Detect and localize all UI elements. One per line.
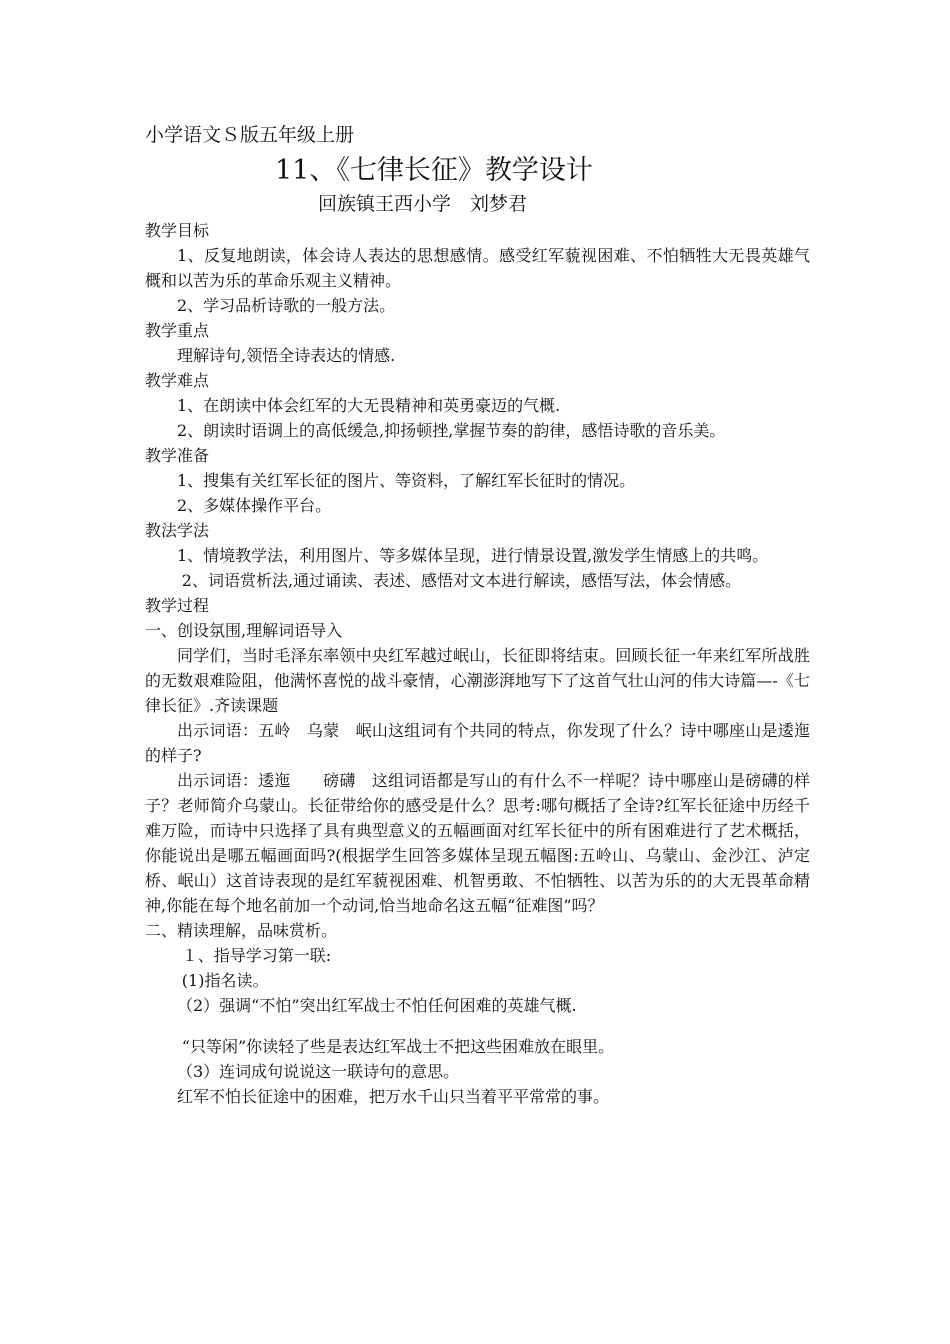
- goal-item-2: 2、学习品析诗歌的一般方法。: [177, 296, 396, 315]
- step-1-heading: 一、创设氛围,理解词语导入: [145, 621, 343, 640]
- author-line: 回族镇王西小学 刘梦君: [318, 193, 528, 215]
- document-title: 11、《七律长征》教学设计: [275, 155, 593, 186]
- difficulty-item-2: 2、朗读时语调上的高低缓急,抑扬顿挫,掌握节奏的韵律，感悟诗歌的音乐美。: [177, 421, 726, 440]
- preparation-item-1: 1、搜集有关红军长征的图片、等资料，了解红军长征时的情况。: [177, 471, 636, 490]
- goal-item-1: 1、反复地朗读，体会诗人表达的思想感情。感受红军藐视困难、不怕牺牲大无畏英雄气概和以苦为乐的革命乐观主义精神。: [145, 246, 810, 290]
- step-1-paragraph-3: 出示词语：逶迤 磅礴 这组词语都是写山的有什么不一样呢？诗中哪座山是磅礴的样子？老师简介乌蒙山。长征带给你的感受是什么？思考:哪句概括了全诗?红军长征途中历经千难万险，而诗中只选择了具有典型意义的五幅画面对红军长征中的所有困难进行了艺术概括，你能说出是哪五幅画面吗?(根据学生回答多媒体呈现五幅图:五岭山、乌蒙山、金沙江、泸定桥、岷山）这首诗表现的是红军藐视困难、机智勇敢、不怕牺牲、以苦为乐的的大无畏革命精神,你能在每个地名前加一个动词,恰当地命名这五幅“征难图”吗？: [145, 771, 810, 915]
- method-item-1: 1、情境教学法，利用图片、等多媒体呈现，进行情景设置,激发学生情感上的共鸣。: [177, 546, 769, 565]
- step-2-paragraph-6: 红军不怕长征途中的困难，把万水千山只当着平平常常的事。: [177, 1087, 610, 1106]
- difficulty-heading: 教学难点: [145, 371, 210, 390]
- series-label: 小学语文Ｓ版五年级上册: [145, 124, 355, 146]
- key-points-heading: 教学重点: [145, 321, 210, 340]
- key-point-item: 理解诗句,领悟全诗表达的情感.: [177, 346, 396, 365]
- method-heading: 教法学法: [145, 521, 210, 540]
- step-2-paragraph-3: （2）强调“不怕”突出红军战士不怕任何困难的英雄气概.: [177, 996, 577, 1015]
- step-2-heading: 二、精读理解，品味赏析。: [145, 921, 338, 940]
- step-2-paragraph-1: １、指导学习第一联:: [181, 946, 332, 965]
- preparation-item-2: 2、多媒体操作平台。: [177, 496, 332, 515]
- step-1-paragraph-1: 同学们，当时毛泽东率领中央红军越过岷山，长征即将结束。回顾长征一年来红军所战胜的无数艰难险阻，他满怀喜悦的战斗豪情，心潮澎湃地写下了这首气壮山河的伟大诗篇—-《七律长征》.齐读课题: [145, 646, 810, 715]
- method-item-2: 2、词语赏析法,通过诵读、表述、感悟对文本进行解读，感悟写法，体会情感。: [181, 571, 742, 590]
- document-page: [145, 120, 810, 1109]
- preparation-heading: 教学准备: [145, 446, 210, 465]
- process-heading: 教学过程: [145, 596, 210, 615]
- step-2-paragraph-5: （3）连词成句说说这一联诗句的意思。: [177, 1062, 460, 1081]
- step-1-paragraph-2: 出示词语：五岭 乌蒙 岷山这组词有个共同的特点，你发现了什么？诗中哪座山是逶迤的样子?: [145, 721, 810, 765]
- difficulty-item-1: 1、在朗读中体会红军的大无畏精神和英勇豪迈的气概.: [177, 396, 561, 415]
- step-2-paragraph-2: (1)指名读。: [181, 971, 269, 990]
- goals-heading: 教学目标: [145, 221, 210, 240]
- step-2-paragraph-4: “只等闲”你读轻了些是表达红军战士不把这些困难放在眼里。: [181, 1037, 615, 1056]
